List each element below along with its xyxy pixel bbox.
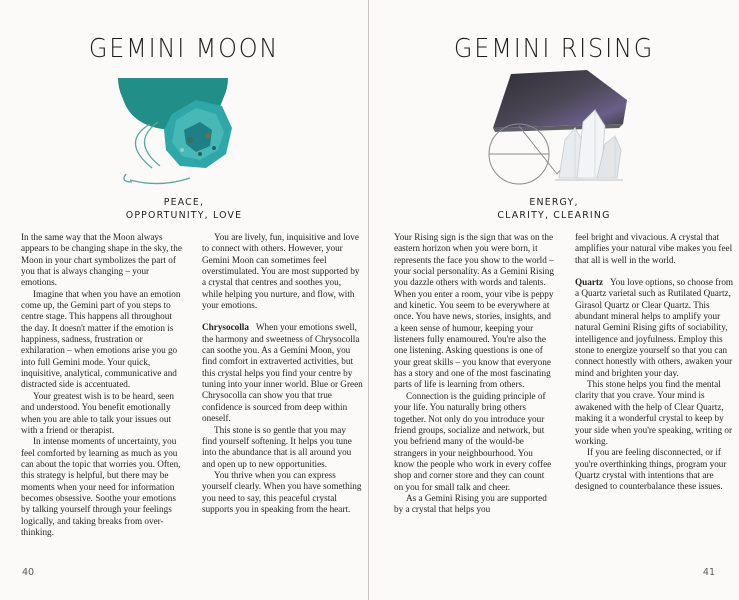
paragraph: In intense moments of uncertainty, you feel comforted by learning as much as you can about the topic that worries you. Often, this strategy is helpful, but there may be moments when your need for information becomes obsessive. Soothe your emotions by talking yourself through your feelings logically, and taking breaks from over-thinking. (21, 436, 181, 537)
keyword-line-2: CLARITY, CLEARING (497, 210, 611, 221)
paragraph: Connection is the guiding principle of your life. You naturally bring others together. Not only do you introduce your friend groups, socialize and network, but you befriend many of the would-be strangers in your neighbourhood. You know the people who work in every coffee shop and corner store and they can count on you for small talk and cheer. (394, 390, 552, 492)
paragraph: Your greatest wish is to be heard, seen and understood. You benefit emotionally when you are able to talk your issues out with a friend or therapist. (21, 390, 174, 435)
page-title: GEMINI RISING (453, 34, 655, 64)
column-1 (21, 232, 182, 538)
crystal-description: You love options, so choose from a Quartz varietal such as Rutilated Quartz, Girasol Quartz or Clear Quartz. This abundant mineral helps to amplify your natural Gemini Rising gifts of sociability, intelligence and joyfulness. Employ this stone to energize yourself so that you can connect honestly with others, awaken your mind and brighten your day. (575, 277, 734, 378)
crystal-name: Chrysocolla (202, 322, 249, 333)
column-2 (202, 232, 363, 538)
paragraph: You are lively, fun, inquisitive and love to connect with others. However, your Gemini Moon can sometimes feel overstimulated. You are most supported by a crystal that centres and soothes you, while helping you nurture, and flow, with your emotions. (202, 232, 360, 311)
paragraph: As a Gemini Rising you are supported by a crystal that helps you (394, 492, 547, 515)
chrysocolla-crystal-image (0, 70, 369, 190)
keywords (369, 196, 739, 222)
paragraph: This stone helps you find the mental clarity that you crave. Your mind is awakened with the help of Clear Quartz, making it a wonderful crystal to keep by your side when you're speaking, writing or working. (575, 379, 733, 446)
keyword-line-1: PEACE, (163, 197, 205, 208)
keyword-line-1: ENERGY, (529, 197, 579, 208)
gemini-rising-illustration (369, 70, 739, 190)
paragraph: feel bright and vivacious. A crystal that amplifies your natural vibe makes you feel that all is well in the world. (575, 232, 733, 265)
keyword-line-2: OPPORTUNITY, LOVE (125, 210, 243, 221)
crystal-section (202, 322, 363, 424)
keywords (0, 196, 368, 222)
left-page (0, 0, 369, 600)
right-page (369, 0, 739, 600)
body-columns (394, 232, 736, 516)
page-number: 41 (702, 567, 715, 578)
page-title: GEMINI MOON (88, 34, 280, 64)
crystal-name: Quartz (575, 277, 604, 288)
page-number: 40 (22, 567, 35, 578)
quartz-crystal-image (369, 70, 739, 190)
crystal-section (575, 277, 736, 379)
gemini-moon-illustration (0, 70, 368, 190)
paragraph: You thrive when you can express yourself clearly. When you have something you need to say, this peaceful crystal supports you in speaking from the heart. (202, 469, 362, 514)
column-2 (575, 232, 736, 516)
paragraph: Your Rising sign is the sign that was on the eastern horizon when you were born, it represents the face you show to the world – your social personality. As a Gemini Rising you dazzle others with words and talents. When you enter a room, your vibe is peppy and kinetic. You seem to be everywhere at once. You have news, stories, insights, and a keen sense of humour, keeping your listeners fully enamoured. You're also the one listening. Asking questions is one of your great skills – you know that everyone has a story and one of the most fascinating parts of life is learning from others. (394, 232, 554, 390)
paragraph: Imagine that when you have an emotion come up, the Gemini part of you steps to centre stage. This happens all throughout the day. It doesn't matter if the emotion is happiness, sadness, frustration or exhilaration – when emotions arise you go into full Gemini mode. Your quick, inquisitive, analytical, communicative and distracted side is accentuated. (21, 288, 181, 390)
paragraph: This stone is so gentle that you may find yourself softening. It helps you tune into the abundance that is all around you and open up to new opportunities. (202, 424, 352, 469)
paragraph: In the same way that the Moon always appears to be changing shape in the sky, the Moon in your chart symbolizes the part of you that is always changing – your emotions. (21, 232, 182, 288)
column-1 (394, 232, 555, 516)
crystal-description: When your emotions swell, the harmony and sweetness of Chrysocolla can soothe you. As a Gemini Moon, you find comfort in extraverted activities, but this crystal helps you find your centre by tuning into your inner world. Blue or Green Chrysocolla can show you that true confidence is sourced from deep within oneself. (202, 322, 363, 424)
body-columns (21, 232, 363, 538)
paragraph: If you are feeling disconnected, or if you're overthinking things, program your Quartz crystal with intentions that are designed to counterbalance these issues. (575, 447, 727, 492)
